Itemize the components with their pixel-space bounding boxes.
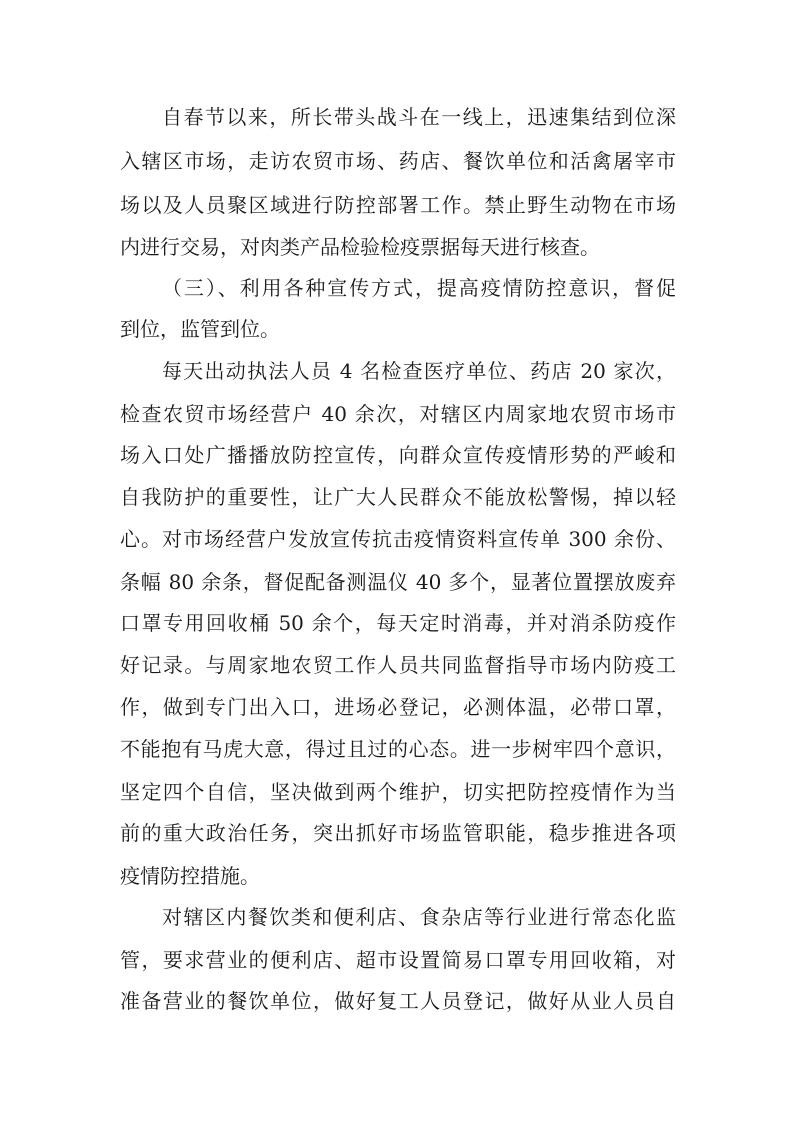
paragraph-2-line-12: 前的重大政治任务，突出抓好市场监管职能，稳步推进各项 <box>120 821 676 845</box>
paragraph-3-line-2: 管，要求营业的便利店、超市设置简易口罩专用回收箱，对 <box>120 948 676 972</box>
section-heading-line-1: （三）、利用各种宣传方式，提高疫情防控意识，督促 <box>162 276 676 300</box>
paragraph-2-line-10: 不能抱有马虎大意，得过且过的心态。进一步树牢四个意识， <box>120 737 676 761</box>
paragraph-2-line-11: 坚定四个自信，坚决做到两个维护，切实把防控疫情作为当 <box>120 780 676 804</box>
paragraph-2-line-3: 场入口处广播播放防控宣传，向群众宣传疫情形势的严峻和 <box>120 443 676 467</box>
paragraph-2-line-1: 每天出动执法人员 4 名检查医疗单位、药店 20 家次， <box>162 359 676 383</box>
paragraph-1-line-4: 内进行交易，对肉类产品检验检疫票据每天进行核查。 <box>120 235 600 259</box>
paragraph-2-line-4: 自我防护的重要性，让广大人民群众不能放松警惕，掉以轻 <box>120 485 676 509</box>
paragraph-2-line-2: 检查农贸市场经营户 40 余次，对辖区内周家地农贸市场市 <box>120 402 676 426</box>
paragraph-3-line-1: 对辖区内餐饮类和便利店、食杂店等行业进行常态化监 <box>162 905 676 929</box>
paragraph-2-line-8: 好记录。与周家地农贸工作人员共同监督指导市场内防疫工 <box>120 653 676 677</box>
paragraph-2-line-9: 作，做到专门出入口，进场必登记，必测体温，必带口罩， <box>120 695 676 719</box>
paragraph-3-line-3: 准备营业的餐饮单位，做好复工人员登记，做好从业人员自 <box>120 989 676 1013</box>
section-heading-line-2: 到位，监管到位。 <box>120 317 280 341</box>
paragraph-1-line-3: 场以及人员聚区域进行防控部署工作。禁止野生动物在市场 <box>120 193 676 217</box>
paragraph-2-line-13: 疫情防控措施。 <box>120 864 260 888</box>
paragraph-2-line-6: 条幅 80 余条，督促配备测温仪 40 多个，显著位置摆放废弃 <box>120 570 676 594</box>
paragraph-1-line-1: 自春节以来，所长带头战斗在一线上，迅速集结到位深 <box>162 105 676 129</box>
paragraph-1-line-2: 入辖区市场，走访农贸市场、药店、餐饮单位和活禽屠宰市 <box>120 149 676 173</box>
paragraph-2-line-5: 心。对市场经营户发放宣传抗击疫情资料宣传单 300 余份、 <box>120 527 676 551</box>
paragraph-2-line-7: 口罩专用回收桶 50 余个，每天定时消毒，并对消杀防疫作 <box>120 611 676 635</box>
